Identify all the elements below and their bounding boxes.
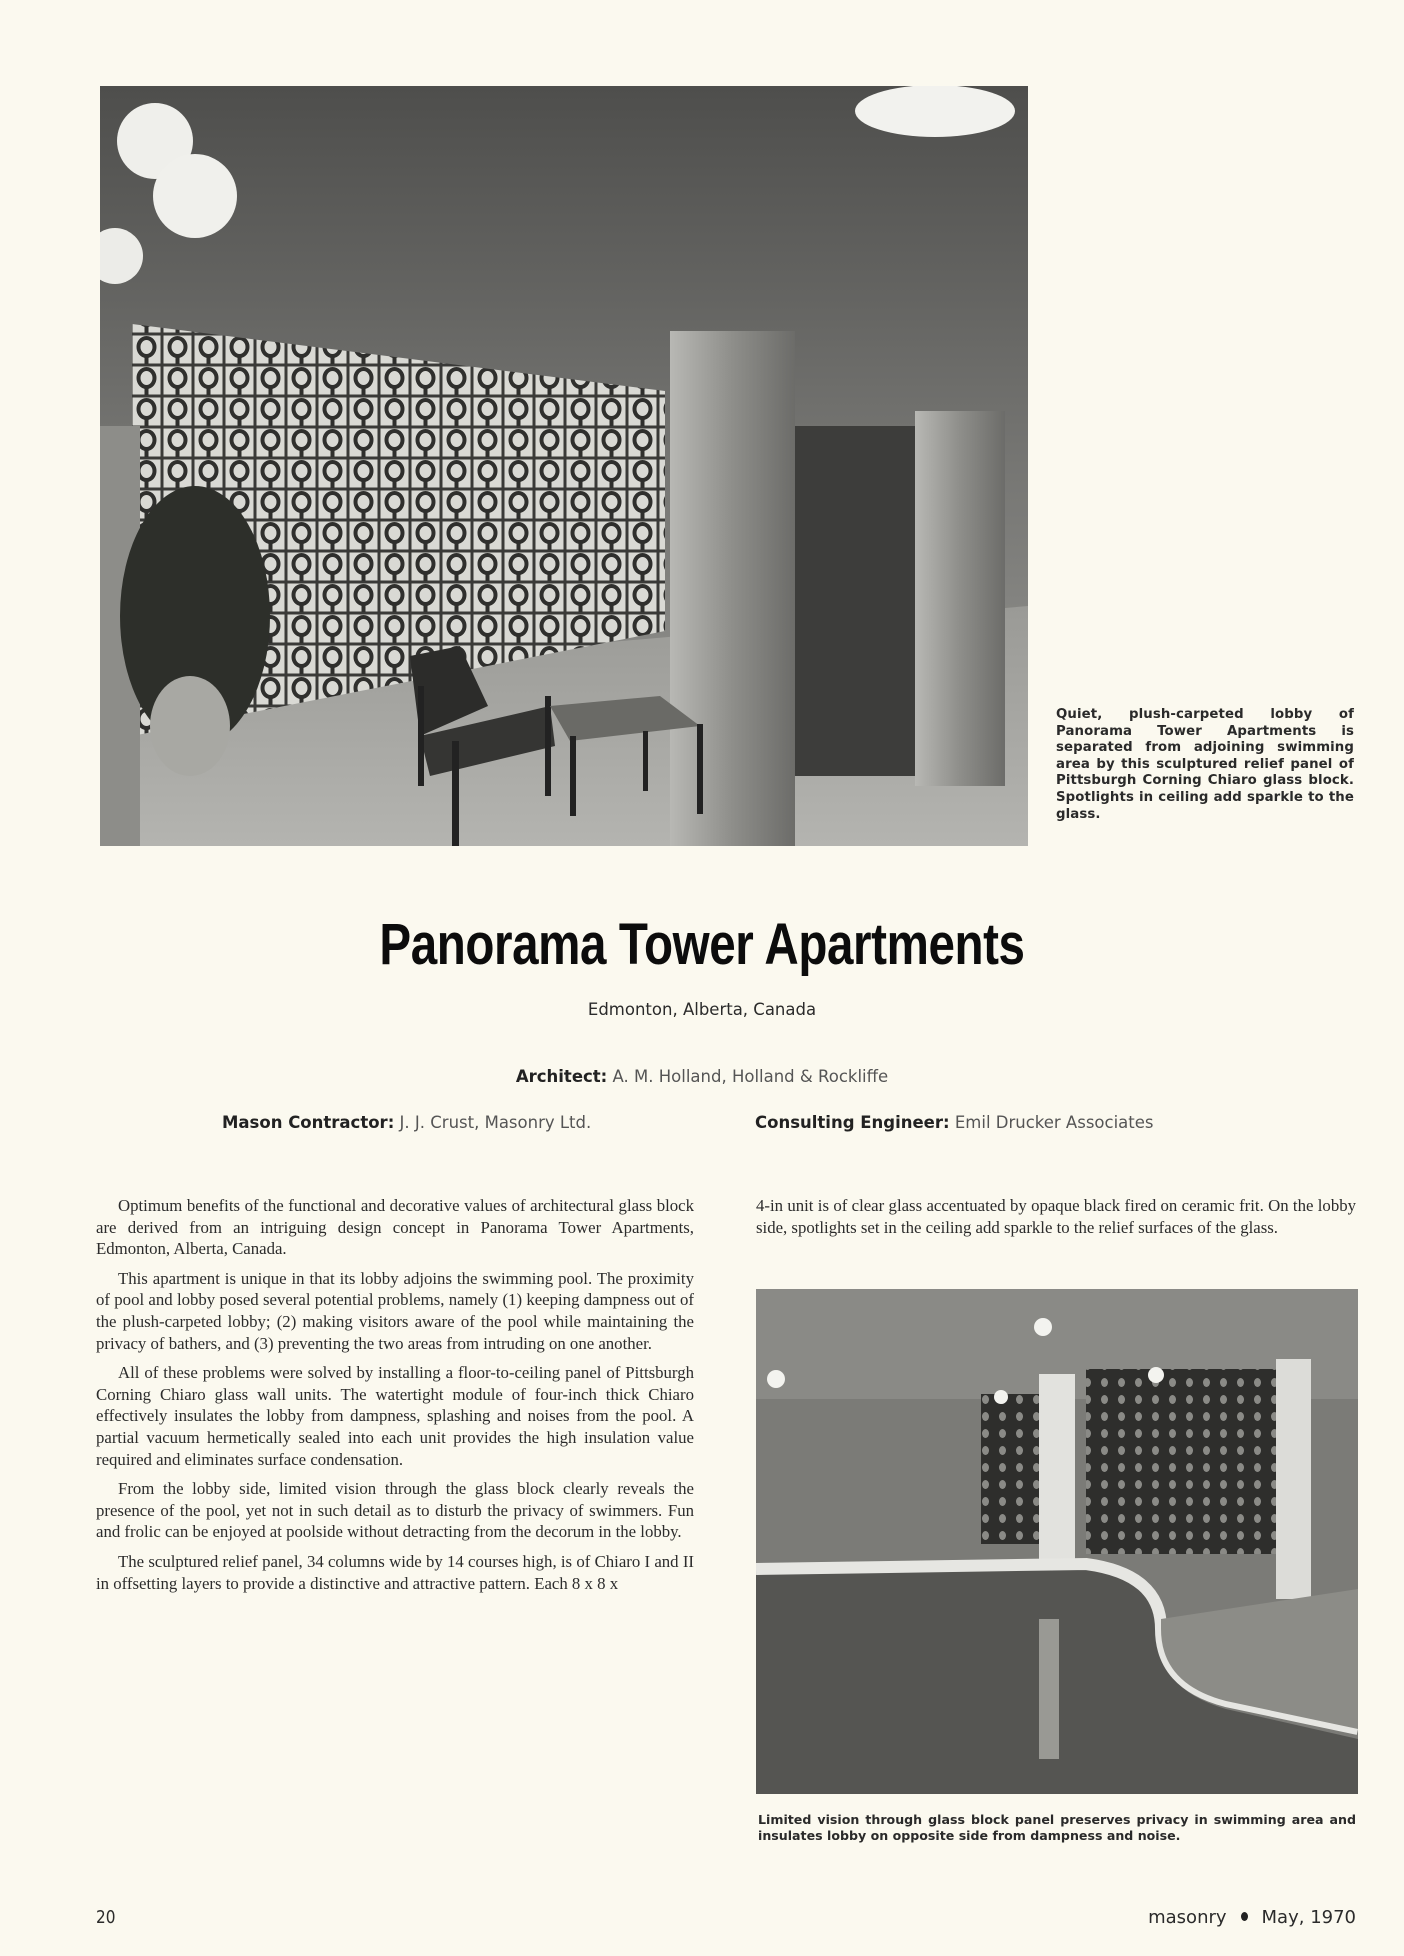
paragraph: From the lobby side, limited vision through the glass block clearly reveals the presence of the pool, yet not in such detail as to disturb the privacy of swimmers. Fun and frolic can be enjoyed at poolside without detracting from the decorum in the lobby. [96,1479,694,1542]
paragraph: 4-in unit is of clear glass accentuated by opaque black fired on ceramic frit. On the lobby side, spotlights set in the ceiling add sparkle to the relief surfaces of the glass. [756,1196,1356,1237]
article-location: Edmonton, Alberta, Canada [587,1000,817,1019]
credit-engineer [755,1113,1154,1132]
lobby-photo-illustration [100,86,1028,846]
footer-publication [1148,1907,1356,1928]
pool-photo-caption: Limited vision through glass block panel preserves privacy in swimming area and insulates lobby on opposite side from dampness and noise. [758,1812,1356,1844]
credit-engineer-value: Emil Drucker Associates [954,1113,1154,1132]
paragraph: This apartment is unique in that its lobby adjoins the swimming pool. The proximity of pool and lobby posed several potential problems, namely (1) keeping dampness out of the plush-carpeted lobby; (2) making visitors aware of the pool while maintaining the privacy of bathers, and (3) preventing the two areas from intruding on one another. [96,1268,694,1353]
credit-engineer-label: Consulting Engineer: [755,1113,950,1132]
ceiling-light [1034,1318,1052,1336]
body-column-right [756,1195,1356,1246]
article-title: Panorama Tower Apartments [379,912,1025,977]
publication-name: masonry [1148,1907,1227,1928]
pool-photo-illustration [756,1289,1358,1794]
credit-architect-label: Architect: [515,1067,608,1086]
credit-mason [222,1113,591,1132]
glass-block-panel [981,1394,1039,1544]
paragraph: The sculptured relief panel, 34 columns wide by 14 courses high, is of Chiaro I and II in offsetting layers to provide a distinctive and attractive pattern. Each 8 x 8 x [96,1551,694,1593]
lobby-photo [100,86,1028,846]
publication-date: May, 1970 [1261,1907,1356,1928]
bullet-icon [1241,1912,1248,1921]
ceiling-light [855,86,1015,137]
credit-architect [0,1067,1404,1086]
body-column-left [96,1195,694,1602]
page-number: 20 [96,1907,116,1928]
credit-mason-label: Mason Contractor: [222,1113,395,1132]
pool-photo [756,1289,1358,1794]
credit-architect-value: A. M. Holland, Holland & Rockliffe [612,1067,889,1086]
credit-mason-value: J. J. Crust, Masonry Ltd. [399,1113,592,1132]
paragraph: All of these problems were solved by installing a floor-to-ceiling panel of Pittsburgh Corning Chiaro glass wall units. The watertight module of four-inch thick Chiaro effectively insulates the lobby from dampness, splashing and noises from the pool. A partial vacuum hermetically sealed into each unit provides the high insulation value required and eliminates surface condensation. [96,1363,694,1469]
lobby-photo-caption: Quiet, plush-carpeted lobby of Panorama Tower Apartments is separated from adjoining swimming area by this sculptured relief panel of Pittsburgh Corning Chiaro glass block. Spotlights in ceiling add sparkle to the glass. [1056,707,1354,822]
paragraph: Optimum benefits of the functional and decorative values of architectural glass block are derived from an intriguing design concept in Panorama Tower Apartments, Edmonton, Alberta, Canada. [96,1196,694,1259]
column [670,331,795,846]
